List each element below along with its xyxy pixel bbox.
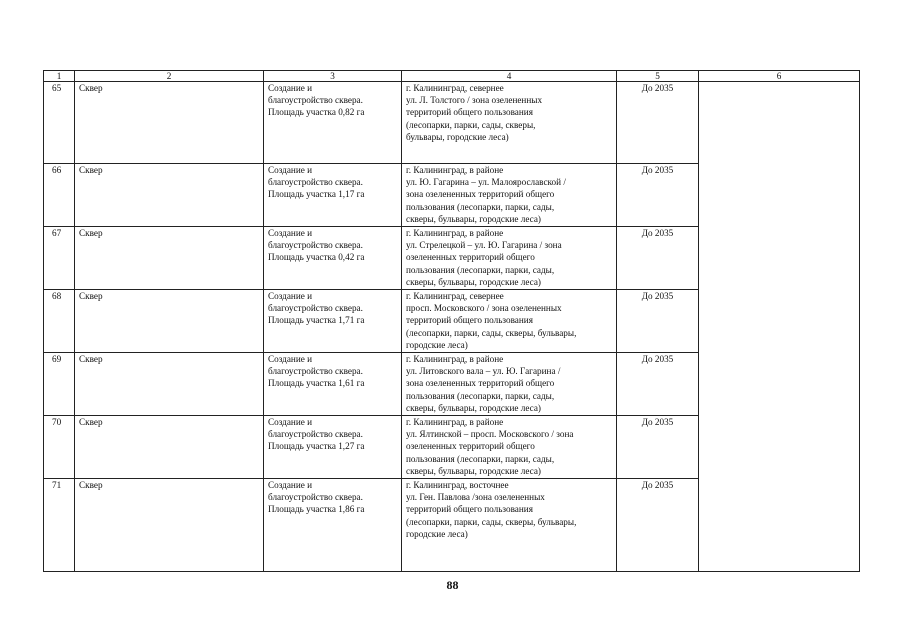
implementation-term: До 2035 bbox=[617, 82, 699, 164]
location-line: городские леса) bbox=[406, 528, 468, 539]
description-line: благоустройство сквера. bbox=[268, 492, 363, 503]
implementation-term: До 2035 bbox=[617, 416, 699, 479]
location-line: скверы, бульвары, городские леса) bbox=[406, 213, 541, 224]
column-header-2: 2 bbox=[75, 71, 264, 82]
location-line: скверы, бульвары, городские леса) bbox=[406, 276, 541, 287]
description-line: Создание и bbox=[268, 83, 313, 93]
object-name: Сквер bbox=[75, 290, 264, 353]
implementation-term: До 2035 bbox=[617, 290, 699, 353]
location-line: пользования (лесопарки, парки, сады, bbox=[406, 201, 555, 212]
location-line: территорий общего пользования bbox=[406, 504, 533, 515]
implementation-term: До 2035 bbox=[617, 353, 699, 416]
description-line: Площадь участка 1,17 га bbox=[268, 189, 365, 200]
location-line: ул. Ю. Гагарина – ул. Малоярославской / bbox=[406, 177, 566, 188]
column-header-4: 4 bbox=[402, 71, 617, 82]
object-name: Сквер bbox=[75, 416, 264, 479]
description-line: Площадь участка 0,82 га bbox=[268, 107, 365, 118]
location-line: пользования (лесопарки, парки, сады, bbox=[406, 453, 555, 464]
location-line: г. Калининград, восточнее bbox=[406, 480, 509, 490]
object-description bbox=[264, 353, 402, 416]
location-line: бульвары, городские леса) bbox=[406, 131, 509, 142]
object-description bbox=[264, 164, 402, 227]
location-line: озелененных территорий общего bbox=[406, 252, 535, 263]
location-line: ул. Ген. Павлова /зона озелененных bbox=[406, 492, 545, 503]
location-line: г. Калининград, в районе bbox=[406, 354, 504, 364]
page-number: 88 bbox=[446, 578, 459, 592]
location-line: (лесопарки, парки, сады, скверы, бульвары, bbox=[406, 327, 577, 338]
description-line: благоустройство сквера. bbox=[268, 95, 363, 106]
object-name: Сквер bbox=[75, 479, 264, 572]
object-name: Сквер bbox=[75, 353, 264, 416]
object-location bbox=[402, 353, 617, 416]
object-location bbox=[402, 479, 617, 572]
location-line: пользования (лесопарки, парки, сады, bbox=[406, 264, 555, 275]
location-line: г. Калининград, в районе bbox=[406, 417, 504, 427]
row-number: 68 bbox=[44, 290, 75, 353]
row-number: 70 bbox=[44, 416, 75, 479]
object-description bbox=[264, 479, 402, 572]
location-line: территорий общего пользования bbox=[406, 107, 533, 118]
description-line: Создание и bbox=[268, 417, 313, 427]
object-name: Сквер bbox=[75, 82, 264, 164]
location-line: зона озелененных территорий общего bbox=[406, 378, 555, 389]
table-row bbox=[44, 82, 860, 164]
location-line: г. Калининград, в районе bbox=[406, 165, 504, 175]
description-line: Площадь участка 1,27 га bbox=[268, 441, 365, 452]
location-line: г. Калининград, севернее bbox=[406, 83, 504, 93]
object-location bbox=[402, 416, 617, 479]
implementation-term: До 2035 bbox=[617, 227, 699, 290]
description-line: Площадь участка 1,71 га bbox=[268, 315, 365, 326]
location-line: озелененных территорий общего bbox=[406, 441, 535, 452]
implementation-term: До 2035 bbox=[617, 479, 699, 572]
column-header-5: 5 bbox=[617, 71, 699, 82]
object-location bbox=[402, 82, 617, 164]
column-header-3: 3 bbox=[264, 71, 402, 82]
description-line: благоустройство сквера. bbox=[268, 240, 363, 251]
object-location bbox=[402, 227, 617, 290]
object-location bbox=[402, 290, 617, 353]
object-name: Сквер bbox=[75, 227, 264, 290]
row-number: 71 bbox=[44, 479, 75, 572]
location-line: г. Калининград, севернее bbox=[406, 291, 504, 301]
object-name: Сквер bbox=[75, 164, 264, 227]
location-line: ул. Стрелецкой – ул. Ю. Гагарина / зона bbox=[406, 240, 562, 251]
implementation-term: До 2035 bbox=[617, 164, 699, 227]
description-line: благоустройство сквера. bbox=[268, 366, 363, 377]
row-number: 66 bbox=[44, 164, 75, 227]
description-line: благоустройство сквера. bbox=[268, 177, 363, 188]
location-line: ул. Ялтинской – просп. Московского / зона bbox=[406, 429, 574, 440]
location-line: (лесопарки, парки, сады, скверы, bbox=[406, 119, 536, 130]
location-line: скверы, бульвары, городские леса) bbox=[406, 465, 541, 476]
description-line: Площадь участка 1,61 га bbox=[268, 378, 365, 389]
location-line: зона озелененных территорий общего bbox=[406, 189, 555, 200]
row-number: 69 bbox=[44, 353, 75, 416]
location-line: территорий общего пользования bbox=[406, 315, 533, 326]
description-line: Создание и bbox=[268, 354, 313, 364]
header-row bbox=[44, 71, 860, 82]
object-description bbox=[264, 82, 402, 164]
registry-table bbox=[43, 70, 860, 572]
notes-cell bbox=[699, 82, 860, 572]
description-line: Создание и bbox=[268, 228, 313, 238]
location-line: г. Калининград, в районе bbox=[406, 228, 504, 238]
row-number: 65 bbox=[44, 82, 75, 164]
column-header-6: 6 bbox=[699, 71, 860, 82]
description-line: Площадь участка 1,86 га bbox=[268, 504, 365, 515]
description-line: Создание и bbox=[268, 480, 313, 490]
description-line: Создание и bbox=[268, 165, 313, 175]
location-line: ул. Литовского вала – ул. Ю. Гагарина / bbox=[406, 366, 561, 377]
location-line: пользования (лесопарки, парки, сады, bbox=[406, 390, 555, 401]
object-location bbox=[402, 164, 617, 227]
description-line: благоустройство сквера. bbox=[268, 429, 363, 440]
description-line: Площадь участка 0,42 га bbox=[268, 252, 365, 263]
object-description bbox=[264, 416, 402, 479]
description-line: благоустройство сквера. bbox=[268, 303, 363, 314]
location-line: просп. Московского / зона озелененных bbox=[406, 303, 562, 314]
location-line: (лесопарки, парки, сады, скверы, бульвары, bbox=[406, 516, 577, 527]
row-number: 67 bbox=[44, 227, 75, 290]
object-description bbox=[264, 227, 402, 290]
description-line: Создание и bbox=[268, 291, 313, 301]
object-description bbox=[264, 290, 402, 353]
location-line: скверы, бульвары, городские леса) bbox=[406, 402, 541, 413]
location-line: городские леса) bbox=[406, 339, 468, 350]
column-header-1: 1 bbox=[44, 71, 75, 82]
location-line: ул. Л. Толстого / зона озелененных bbox=[406, 95, 543, 106]
